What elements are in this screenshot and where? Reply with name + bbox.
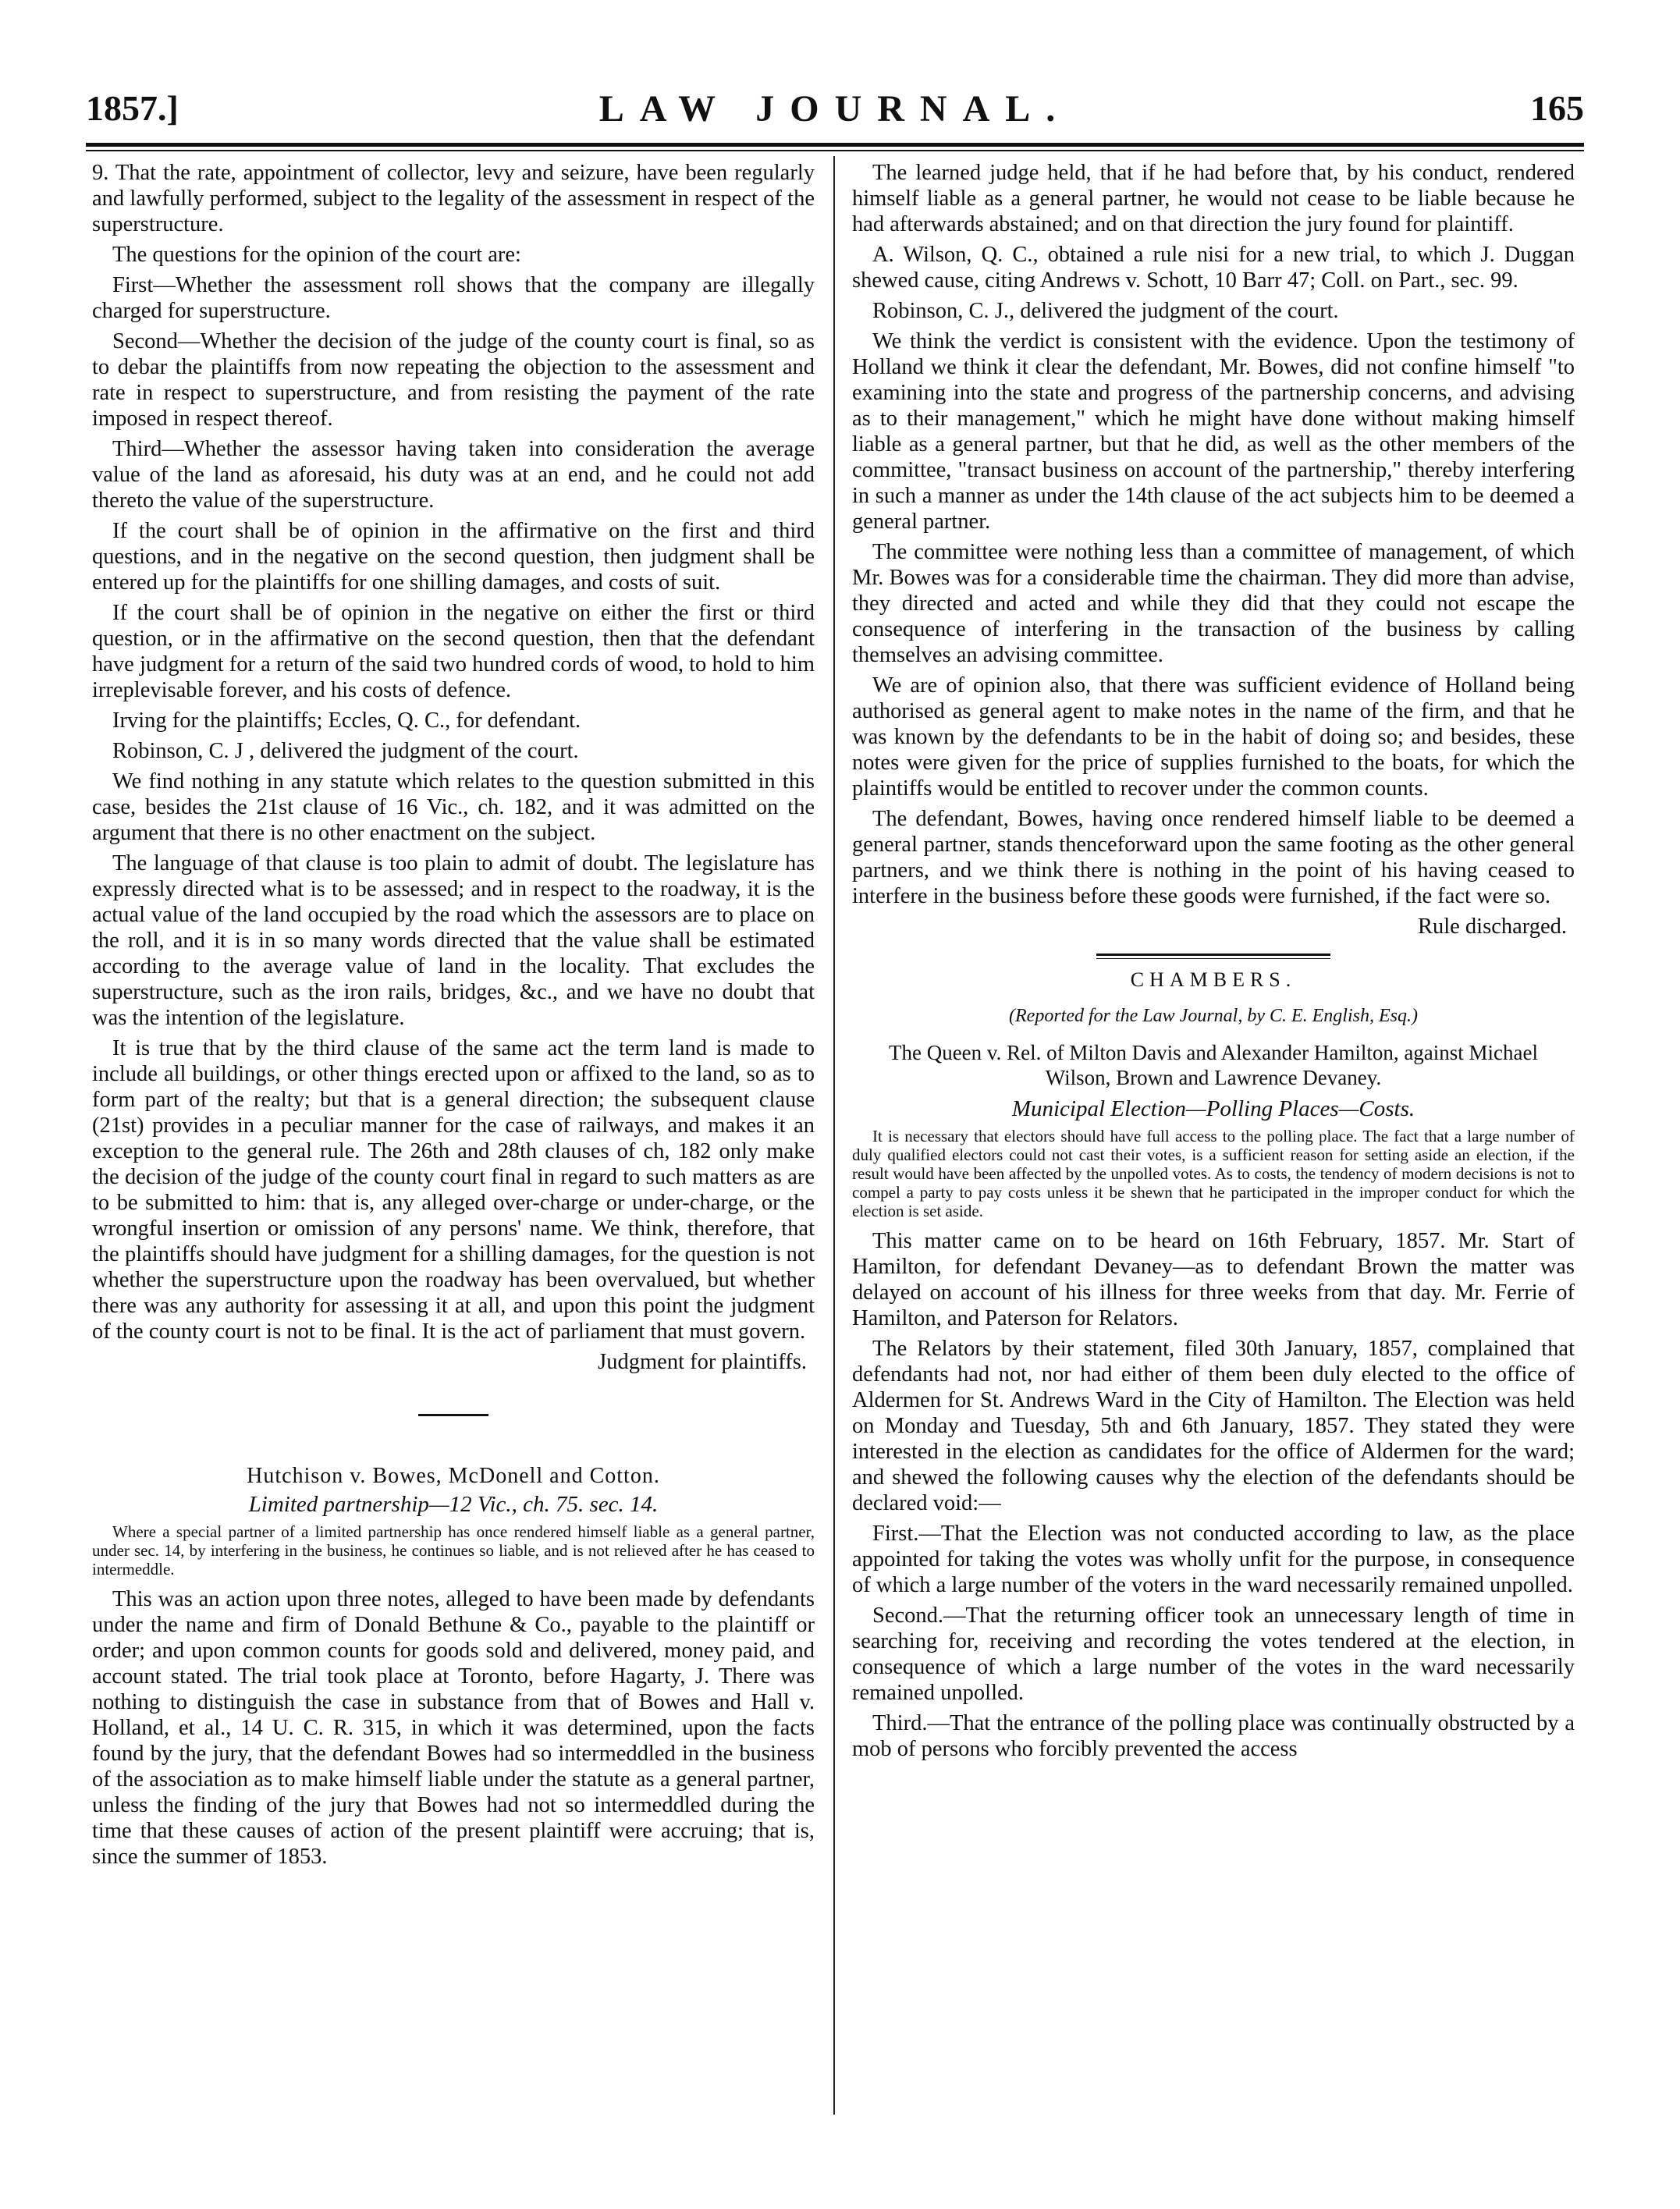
paragraph: If the court shall be of opinion in the affirmative on the first and third questions, and in the negative on the second question, then judgment shall be entered up for the plaintiffs for one shilling damages, and costs of suit.: [92, 519, 815, 595]
case-title: Hutchison v. Bowes, McDonell and Cotton.: [247, 1464, 660, 1488]
column-divider: [833, 156, 835, 2115]
judgment-attribution: Robinson, C. J., delivered the judgment of the court.: [872, 299, 1339, 323]
right-column: [852, 160, 1575, 1767]
header-rule-thick: [86, 143, 1584, 147]
paragraph: We think the verdict is consistent with the evidence. Upon the testimony of Holland we think it clear the defendant, Mr. Bowes, did not confine himself "to examining into the state and progress of the partnership concerns, and advising as to their management," which he might have done without making himself liable as a general partner, but that he did, as well as the other members of the committee, "transact business on account of the partnership," thereby interfering in such a manner as under the 14th clause of the act subjects him to be deemed a general partner.: [852, 329, 1575, 534]
judgment-attribution: Robinson, C. J , delivered the judgment of the court.: [112, 739, 579, 763]
paragraph: The learned judge held, that if he had before that, by his conduct, rendered himself liable as a general partner, he would not cease to be liable because he had afterwards abstained; and on that direction the jury found for plaintiff.: [852, 161, 1575, 236]
paragraph: We find nothing in any statute which relates to the question submitted in this case, besides the 21st clause of 16 Vic., ch. 182, and it was admitted on the argument that there is no other enactment on the subject.: [92, 769, 815, 845]
paragraph: We are of opinion also, that there was sufficient evidence of Holland being authorised as general agent to make notes in the name of the firm, and that he was known by the defendants to be in the habit of doing so; and besides, these notes were given for the price of supplies furnished to the boats, for which the plaintiffs would be entitled to recover under the common counts.: [852, 673, 1575, 801]
paragraph: The committee were nothing less than a committee of management, of which Mr. Bowes was for a considerable time the chairman. They did more than advise, they directed and acted and while they did that they could not escape the consequence of interfering in the transaction of the business by calling themselves an advising committee.: [852, 540, 1575, 667]
head-note: It is necessary that electors should have full access to the polling place. The fact that a large number of duly qualified electors could not cast their votes, is a sufficient reason for setting aside an election, if the result would have been affected by the unpolled votes. As to costs, the tendency of modern decisions is not to compel a party to pay costs unless it be shewn that he participated in the improper conduct for which the election is set aside.: [852, 1127, 1575, 1220]
paragraph: The defendant, Bowes, having once rendered himself liable to be deemed a general partner, stands thenceforward upon the same footing as the other general partners, and we think there is nothing in the point of his having ceased to interfere in the business before these goods were furnished, if the fact were so.: [852, 807, 1575, 908]
case-subheading: Municipal Election—Polling Places—Costs.: [1011, 1096, 1415, 1121]
rule-line: Rule discharged.: [1417, 914, 1567, 939]
paragraph: Second.—That the returning officer took an unnecessary length of time in searching for, receiving and recording the votes tendered at the election, in consequence of which a large number of the votes in the ward necessarily remained unpolled.: [852, 1603, 1575, 1705]
page-header: [86, 87, 1584, 142]
journal-title: LAW JOURNAL.: [598, 88, 1071, 130]
header-year: 1857.]: [86, 88, 179, 128]
section-separator: [418, 1414, 488, 1416]
double-rule: [1096, 954, 1330, 959]
paragraph: Third.—That the entrance of the polling place was continually obstructed by a mob of persons who forcibly prevented the access: [852, 1711, 1575, 1761]
left-column: [92, 160, 815, 1874]
paragraph: The language of that clause is too plain to admit of doubt. The legislature has expressly directed what is to be assessed; and in respect to the roadway, it is the actual value of the land occupied by the road which the assessors are to place on the roll, and it is in so many words directed that the value shall be estimated according to the average value of land in the locality. That excludes the superstructure, such as the iron rails, bridges, &c., and we have no doubt that was the intention of the legislature.: [92, 851, 815, 1030]
paragraph: A. Wilson, Q. C., obtained a rule nisi for a new trial, to which J. Duggan shewed cause, citing Andrews v. Schott, 10 Barr 47; Coll. on Part., sec. 99.: [852, 243, 1575, 293]
paragraph: It is true that by the third clause of the same act the term land is made to include all buildings, or other things erected upon or affixed to the land, so as to form part of the realty; but that is a general direction; the subsequent clause (21st) provides in a peculiar manner for the case of railways, and makes it an exception to the general rule. The 26th and 28th clauses of ch, 182 only make the decision of the judge of the county court final in regard to such matters as are to be submitted to him: that is, any alleged over-charge or under-charge, or the wrongful insertion or omission of any persons' name. We think, therefore, that the plaintiffs should have judgment for a shilling damages, for the question is not whether the superstructure upon the roadway has been overvalued, but whether there was any authority for assessing it at all, and upon this point the judgment of the county court is not to be final. It is the act of parliament that must govern.: [92, 1036, 815, 1344]
counsel-line: Irving for the plaintiffs; Eccles, Q. C., for defendant.: [112, 709, 581, 733]
case-subheading: Limited partnership—12 Vic., ch. 75. sec. 14.: [248, 1492, 659, 1517]
judgment-line: Judgment for plaintiffs.: [598, 1350, 807, 1374]
paragraph: Second—Whether the decision of the judge of the county court is final, so as to debar the plaintiffs from now repeating the objection to the assessment and rate in respect to superstructure, and from resisting the payment of the rate imposed in respect thereof.: [92, 329, 815, 431]
case-title: The Queen v. Rel. of Milton Davis and Alexander Hamilton, against Michael Wilson, Brown and Lawrence Devaney.: [888, 1041, 1539, 1089]
paragraph: 9. That the rate, appointment of collector, levy and seizure, have been regularly and lawfully performed, subject to the legality of the assessment in respect of the superstructure.: [92, 161, 815, 236]
section-heading: CHAMBERS.: [1130, 968, 1297, 991]
paragraph: First.—That the Election was not conducted according to law, as the place appointed for taking the votes was wholly unfit for the purpose, in consequence of which a large number of the voters in the ward necessarily remained unpolled.: [852, 1522, 1575, 1597]
reporter-note: (Reported for the Law Journal, by C. E. English, Esq.): [1009, 1006, 1418, 1026]
paragraph: First—Whether the assessment roll shows that the company are illegally charged for superstructure.: [92, 273, 815, 323]
page-number: 165: [1530, 88, 1584, 128]
paragraph: Third—Whether the assessor having taken into consideration the average value of the land as aforesaid, his duty was at an end, and he could not add thereto the value of the superstructure.: [92, 437, 815, 513]
paragraph: This was an action upon three notes, alleged to have been made by defendants under the name and firm of Donald Bethune & Co., payable to the plaintiff or order; and upon common counts for goods sold and delivered, money paid, and account stated. The trial took place at Toronto, before Hagarty, J. There was nothing to distinguish the case in substance from that of Bowes and Hall v. Holland, et al., 14 U. C. R. 315, in which it was determined, upon the facts found by the jury, that the defendant Bowes had so intermeddled in the business of the association as to make himself liable under the statute as a general partner, unless the finding of the jury that Bowes had not so intermeddled during the time that these causes of action of the present plaintiff were accruing; that is, since the summer of 1853.: [92, 1587, 815, 1869]
paragraph: The Relators by their statement, filed 30th January, 1857, complained that defendants had not, nor had either of them been duly elected to the office of Aldermen for St. Andrews Ward in the City of Hamilton. The Election was held on Monday and Tuesday, 5th and 6th January, 1857. They stated they were interested in the election as candidates for the office of Aldermen for the ward; and shewed the following causes why the election of the defendants should be declared void:—: [852, 1337, 1575, 1515]
header-rule-thin: [86, 150, 1584, 151]
paragraph: The questions for the opinion of the court are:: [112, 243, 521, 267]
paragraph: If the court shall be of opinion in the negative on either the first or third question, or in the affirmative on the second question, then that the defendant have judgment for a return of the said two hundred cords of wood, to hold to him irreplevisable forever, and his costs of defence.: [92, 601, 815, 702]
paragraph: This matter came on to be heard on 16th February, 1857. Mr. Start of Hamilton, for defendant Devaney—as to defendant Brown the matter was delayed on account of his illness for three weeks from that day. Mr. Ferrie of Hamilton, and Paterson for Relators.: [852, 1229, 1575, 1330]
head-note: Where a special partner of a limited partnership has once rendered himself liable as a general partner, under sec. 14, by interfering in the business, he continues so liable, and is not relieved after he has ceased to intermeddle.: [92, 1522, 815, 1579]
